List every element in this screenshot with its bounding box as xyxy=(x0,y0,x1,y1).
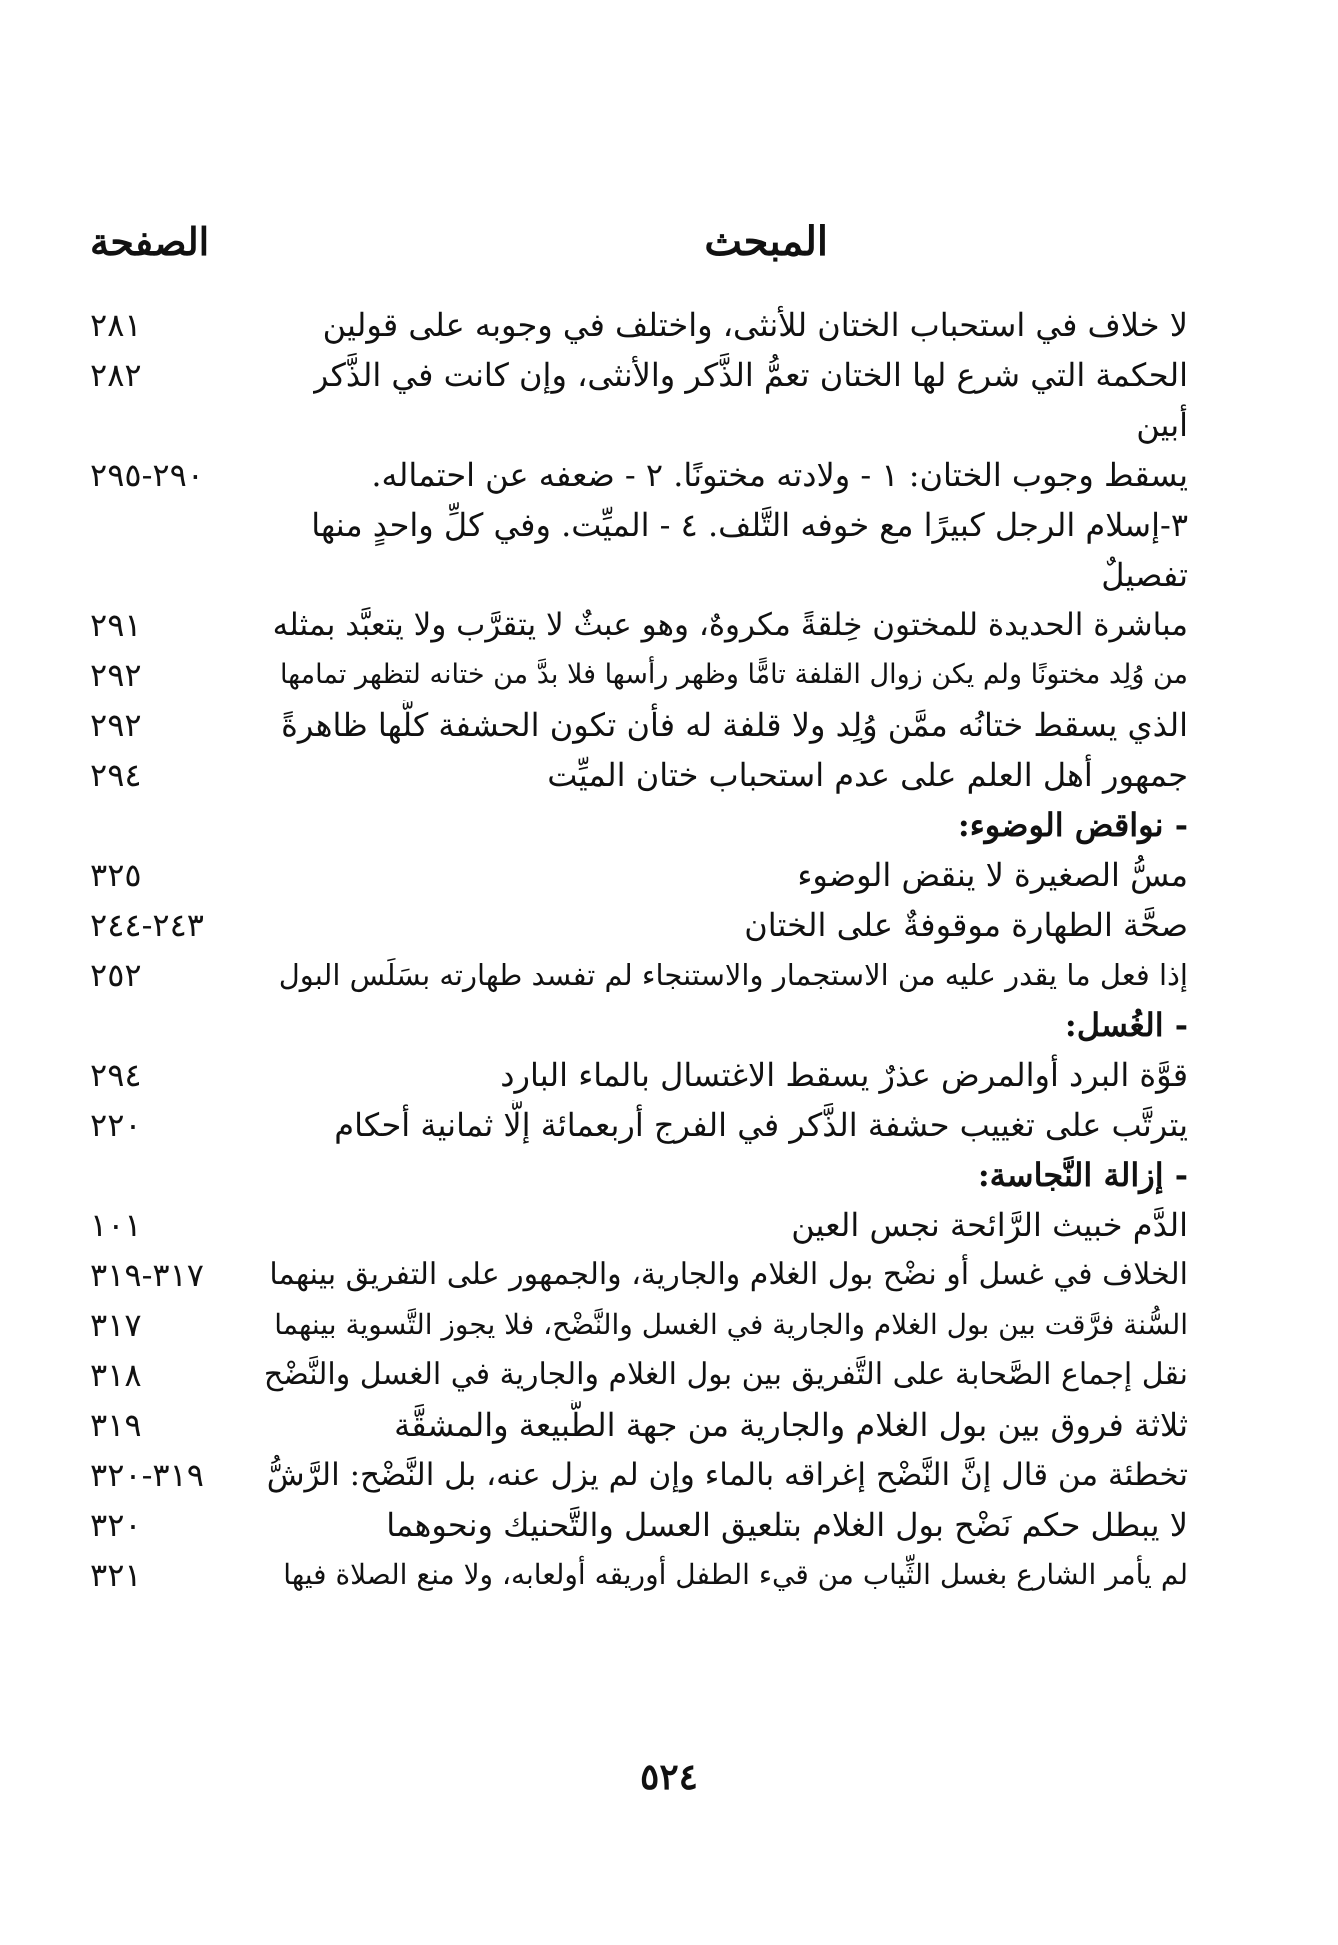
topic-text: من وُلِد مختونًا ولم يكن زوال القلفة تامًّا وظهر رأسها فلا بدَّ من ختانه لتظهر تمامها xyxy=(279,659,1188,690)
page-ref: ٣١٩-٣٢٠ xyxy=(90,1456,204,1494)
topic-text: الدَّم خبيث الرَّائحة نجس العين xyxy=(791,1206,1188,1244)
page-ref: ٣١٧ xyxy=(90,1306,142,1344)
topic-text: لا يبطل حكم نَضْح بول الغلام بتلعيق العسل والتَّحنيك ونحوهما xyxy=(386,1506,1188,1544)
index-row xyxy=(90,600,1188,650)
page-ref: ٢٩٠-٢٩٥ xyxy=(90,456,204,494)
topic-text: إذا فعل ما يقدر عليه من الاستجمار والاستنجاء لم تفسد طهارته بسَلَس البول xyxy=(278,958,1188,992)
index-row xyxy=(90,1250,1188,1300)
topic-text: أبين xyxy=(1136,406,1188,444)
index-row xyxy=(90,1550,1188,1600)
section-heading-row xyxy=(90,1000,1188,1050)
page-ref: ٢٤٣-٢٤٤ xyxy=(90,906,204,944)
page-ref: ٢٩٤ xyxy=(90,756,142,794)
index-row xyxy=(90,450,1188,500)
topic-text: ثلاثة فروق بين بول الغلام والجارية من جهة الطَّبيعة والمشقَّة xyxy=(394,1406,1188,1444)
index-row xyxy=(90,1350,1188,1400)
index-row xyxy=(90,350,1188,400)
index-row xyxy=(90,1100,1188,1150)
topic-text: الخلاف في غسل أو نضْح بول الغلام والجارية، والجمهور على التفريق بينهما xyxy=(269,1257,1188,1292)
index-row-continuation xyxy=(90,550,1188,600)
index-row-continuation xyxy=(90,500,1188,550)
index-row xyxy=(90,300,1188,350)
page-ref: ٢٩٢ xyxy=(90,706,142,744)
page-ref: ٣٢٥ xyxy=(90,856,142,894)
page-number: ٥٢٤ xyxy=(639,1756,698,1798)
section-heading: - الغُسل: xyxy=(1064,1006,1188,1044)
page-ref: ٣١٨ xyxy=(90,1356,142,1394)
page-ref: ٢٩٤ xyxy=(90,1056,142,1094)
page-ref: ٢٨١ xyxy=(90,306,142,344)
topic-text: قوَّة البرد أوالمرض عذرٌ يسقط الاغتسال بالماء البارد xyxy=(500,1056,1188,1094)
index-row-continuation xyxy=(90,400,1188,450)
index-row xyxy=(90,950,1188,1000)
topic-text: الذي يسقط ختانُه ممَّن وُلِد ولا قلفة له فأن تكون الحشفة كلُّها ظاهرةً xyxy=(281,706,1188,744)
index-row xyxy=(90,650,1188,700)
index-row xyxy=(90,1200,1188,1250)
index-row xyxy=(90,1050,1188,1100)
topic-text: مباشرة الحديدة للمختون خِلقةً مكروهٌ، وهو عبثٌ لا يتقرَّب ولا يتعبَّد بمثله xyxy=(272,607,1188,643)
topic-text: الحكمة التي شرع لها الختان تعمُّ الذَّكر والأنثى، وإن كانت في الذَّكر xyxy=(312,356,1188,394)
page-column-heading: الصفحة xyxy=(90,219,210,264)
page-ref: ٢٥٢ xyxy=(90,956,142,994)
topic-text: جمهور أهل العلم على عدم استحباب ختان الميِّت xyxy=(547,756,1188,794)
index-row xyxy=(90,1500,1188,1550)
index-rows xyxy=(90,300,1188,1600)
section-heading: - نواقض الوضوء: xyxy=(957,806,1188,844)
section-heading-row xyxy=(90,800,1188,850)
topic-text: تخطئة من قال إنَّ النَّضْح إغراقه بالماء وإن لم يزل عنه، بل النَّضْح: الرَّشُّ xyxy=(266,1457,1188,1493)
index-row xyxy=(90,700,1188,750)
page-ref: ٢٨٢ xyxy=(90,356,142,394)
index-row xyxy=(90,1300,1188,1350)
topic-text: يسقط وجوب الختان: ١ - ولادته مختونًا. ٢ - ضعفه عن احتماله. xyxy=(371,456,1188,494)
section-heading-row xyxy=(90,1150,1188,1200)
page-ref: ١٠١ xyxy=(90,1206,142,1244)
topic-column-heading: المبحث xyxy=(704,218,828,265)
index-row xyxy=(90,1400,1188,1450)
page-number-footer xyxy=(0,1752,1338,1802)
page-ref: ٣٢٠ xyxy=(90,1506,142,1544)
table-header xyxy=(90,212,1188,272)
page-ref: ٢٩١ xyxy=(90,606,142,644)
index-row xyxy=(90,850,1188,900)
topic-text: تفصيلٌ xyxy=(1101,556,1188,594)
topic-text: يترتَّب على تغييب حشفة الذَّكر في الفرج أربعمائة إلَّا ثمانية أحكام xyxy=(334,1106,1188,1144)
page-ref: ٢٢٠ xyxy=(90,1106,142,1144)
page-ref: ٣٢١ xyxy=(90,1556,142,1594)
page-ref: ٣١٧-٣١٩ xyxy=(90,1256,204,1294)
index-row xyxy=(90,750,1188,800)
index-row xyxy=(90,900,1188,950)
topic-text: ٣-إسلام الرجل كبيرًا مع خوفه التَّلف. ٤ - الميِّت. وفي كلِّ واحدٍ منها xyxy=(311,506,1188,544)
topic-text: مسُّ الصغيرة لا ينقض الوضوء xyxy=(797,856,1188,894)
topic-text: صحَّة الطهارة موقوفةٌ على الختان xyxy=(744,906,1188,944)
topic-text: نقل إجماع الصَّحابة على التَّفريق بين بول الغلام والجارية في الغسل والنَّضْح xyxy=(263,1357,1188,1392)
topic-text: لا خلاف في استحباب الختان للأنثى، واختلف في وجوبه على قولين xyxy=(322,306,1188,344)
topic-text: السُّنة فرَّقت بين بول الغلام والجارية في الغسل والنَّضْح، فلا يجوز التَّسوية بينهما xyxy=(274,1308,1188,1341)
section-heading: - إزالة النَّجاسة: xyxy=(977,1156,1188,1194)
topic-text: لم يأمر الشارع بغسل الثِّياب من قيء الطفل أوريقه أولعابه، ولا منع الصلاة فيها xyxy=(283,1558,1188,1591)
page-ref: ٢٩٢ xyxy=(90,656,142,694)
index-row xyxy=(90,1450,1188,1500)
page-ref: ٣١٩ xyxy=(90,1406,142,1444)
